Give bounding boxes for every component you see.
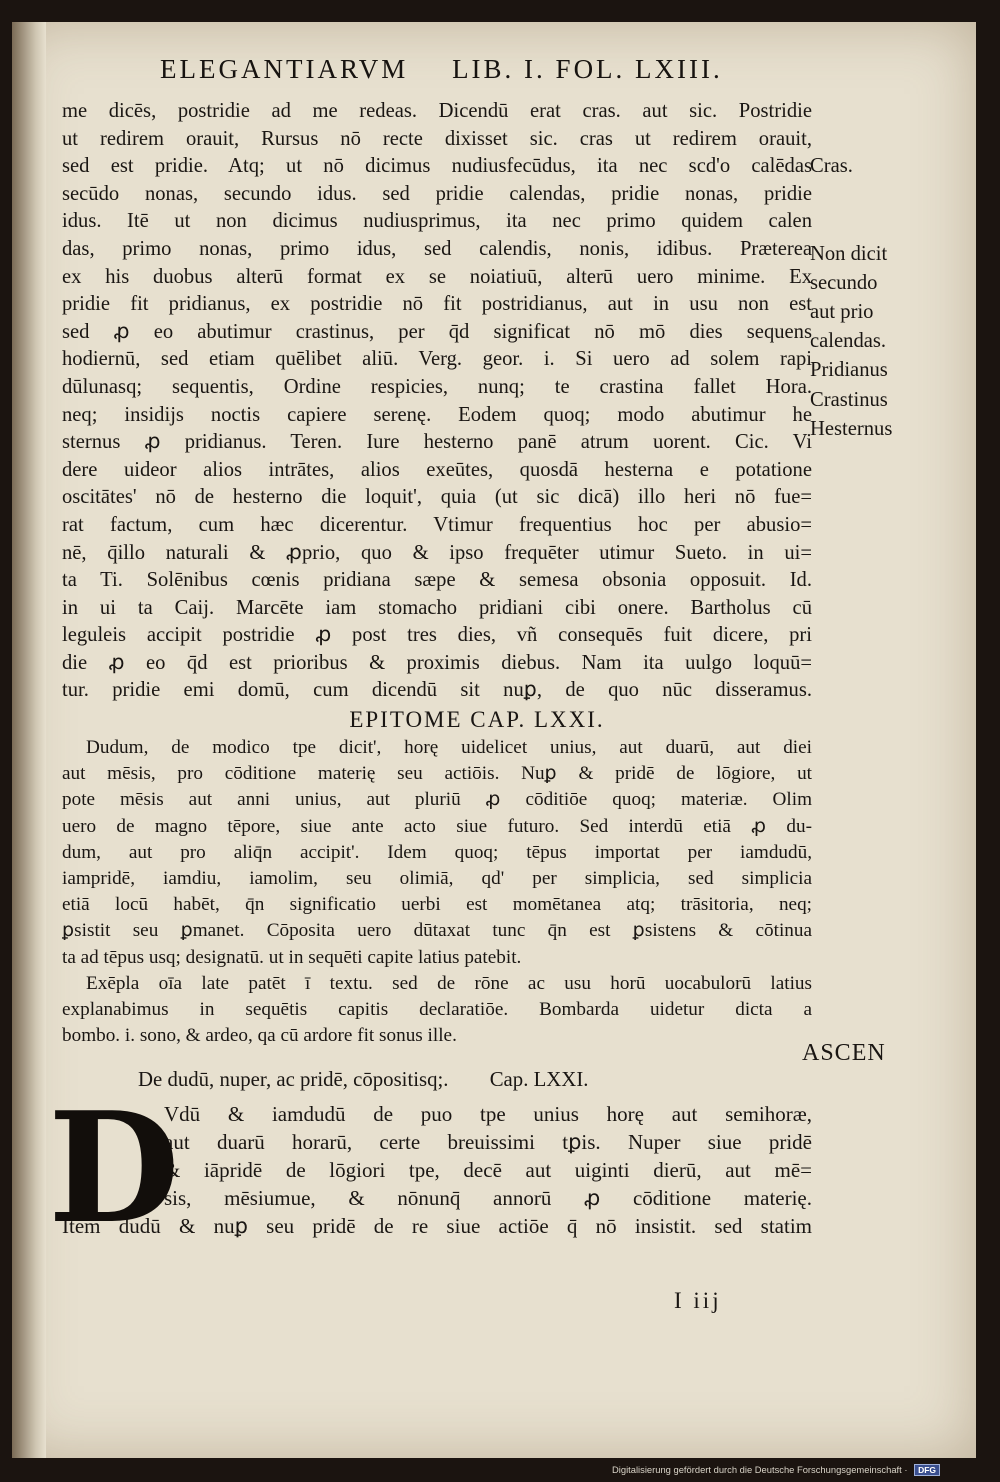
margin-note: Crastinus [810,388,888,411]
credit-text: Digitalisierung gefördert durch die Deutsche Forschungsgemeinschaft · [612,1464,908,1475]
epitome-line: Exēpla oīa late patēt ī textu. sed de rōne ac usu horū uocabulorū latius [86,972,812,994]
running-head [160,54,780,85]
body-line: sed est pridie. Atq; ut nō dicimus nudiusfecūdus, ita nec scd'o calēdas [62,155,812,178]
running-head-title: ELEGANTIARVM [160,54,409,84]
margin-note [810,210,960,239]
chapter-line: aut duarū horarū, certe breuissimi tꝑis. Nuper siue pridē [164,1130,812,1155]
body-line: tur. pridie emi domū, cum dicendū sit nuꝑ, de quo nūc disseramus. [62,679,812,702]
chapter-line: Item dudū & nuꝑ seu pridē de re siue actiōe q̄ nō insistit. sed statim [62,1213,812,1238]
epitome-line: iampridē, iamdiu, iamolim, seu olimiā, qd' per simplicia, sed simplicia [62,868,812,889]
body-line: oscitātes' nō de hesterno die loquit', quia (ut sic dicā) illo heri nō fue= [62,486,812,509]
signature-mark: I iij [674,1288,722,1313]
body-line: neq; insidijs noctis capiere serenę. Eodem quoq; modo abutimur he [62,403,812,426]
body-line: nē, q̄illo naturali & ꝓprio, quo & ipso frequēter utimur Sueto. in ui= [62,541,812,564]
epitome-line: ꝑsistit seu ꝑmanet. Cōposita uero dūtaxat tunc q̄n est ꝑsistens & cōtinua [62,920,812,942]
body-line: secūdo nonas, secundo idus. sed pridie calendas, pridie nonas, pridie [62,182,812,205]
body-line: die ꝓ eo q̄d est prioribus & proximis diebus. Nam ita uulgo loquū= [62,651,812,674]
dfg-logo: DFG [914,1464,940,1476]
book-page [12,22,976,1458]
epitome-line: Dudum, de modico tpe dicit', horę uidelicet unius, aut duarū, aut diei [86,737,812,759]
body-line: hodiernū, sed etiam quēlibet aliū. Verg. geor. i. Si uero ad solem rapi [62,348,812,371]
body-line: pridie fit pridianus, ex postridie nō fit postridianus, aut in usu non est [62,293,812,316]
epitome-heading: EPITOME CAP. LXXI. [349,707,605,733]
margin-note: Non dicit [810,242,888,265]
body-line: leguleis accipit postridie ꝓ post tres dies, vñ consequēs fuit dicere, pri [62,624,812,647]
page-gutter-shadow [12,22,46,1458]
chapter-line: sis, mēsiumue, & nōnunq̄ annorū ꝓ cōditione materię. [164,1185,812,1210]
body-line: in ui ta Caij. Marcēte iam stomacho pridiani cibi onere. Bartholus cū [62,596,812,619]
body-line: ta Ti. Solēnibus cœnis pridiana sæpe & semesa obsonia opposuit. Id. [62,569,812,592]
epitome-line: etiā locū habēt, q̄n significatio uerbi est momētanea atq; trāsitoria, neq; [62,894,812,916]
body-line: das, primo nonas, primo idus, sed calendis, nonis, idibus. Præterea [62,237,812,260]
margin-note: Cras. [810,155,853,177]
body-line: ex his duobus alterū format ex se noiatiuū, alterū uero minime. Ex [62,265,812,288]
body-line: me dicēs, postridie ad me redeas. Dicendū erat cras. aut sic. Postridie [62,100,812,122]
running-head-folio: LIB. I. FOL. LXIII. [452,54,723,84]
margin-note: calendas. [810,330,887,353]
body-line: dūlunasq; sequentis, Ordine respicies, nunq; te crastina fallet Hora. [62,375,812,398]
body-line: rat factum, cum hæc dicerentur. Vtimur frequentius hoc per abusio= [62,513,812,536]
margin-note: Pridianus [810,359,888,382]
chapter-line: Vdū & iamdudū de puo tpe unius horę aut semihoræ, [164,1102,812,1127]
margin-note: aut prio [810,300,874,323]
main-text-block [48,98,812,1258]
margin-note [810,181,960,210]
body-line: sed ꝓ eo abutimur crastinus, per q̄d significat nō mō dies sequens [62,320,812,343]
body-line: ut redirem orauit, Rursus nō recte dixisset sic. cras ut redirem orauit, [62,127,812,150]
epitome-line: ta ad tēpus usq; designatū. ut in sequēti capite latius patebit. [62,946,522,968]
margin-notes [810,152,960,444]
body-line: dere uideor alios intrātes, alios exeūtes, quosdā hesterna e potatione [62,458,812,481]
margin-note: Hesternus [810,417,893,440]
digitization-credit [612,1464,940,1476]
epitome-line: aut mēsis, pro cōditione materię seu actiōis. Nuꝑ & pridē de lōgiore, ut [62,763,812,785]
body-line: sternus ꝓ pridianus. Teren. Iure hesterno panē atrum uorent. Cic. Vi [62,431,812,454]
epitome-line: explanabimus in sequētis capitis declaratiōe. Bombarda uidetur dicta a [62,998,812,1020]
epitome-line: uero de magno tēpore, siue ante acto siue futuro. Sed interdū etiā ꝓ du- [62,815,812,837]
decorated-initial: D [48,1078,180,1258]
chapter-line: & iāpridē de lōgiori tpe, decē aut uiginti dierū, aut mē= [164,1157,812,1182]
body-line: idus. Itē ut non dicimus nudiusprimus, ita nec primo quidem calen [62,210,812,233]
epitome-line: dum, aut pro aliq̄n accipit'. Idem quoq; tēpus importat per iamdudū, [62,841,812,863]
epitome-line: pote mēsis aut anni unius, aut pluriū ꝓ cōditiōe quoq; materiæ. Olim [62,789,812,811]
epitome-line: bombo. i. sono, & ardeo, qa cū ardore fit sonus ille. [62,1025,457,1047]
chapter-number: Cap. LXXI. [489,1068,589,1092]
catchword: ASCEN [802,1040,886,1066]
chapter-title [138,1063,812,1097]
chapter-title-text: De dudū, nuper, ac pridē, cōpositisq;. [138,1068,449,1092]
margin-note: secundo [810,271,878,294]
